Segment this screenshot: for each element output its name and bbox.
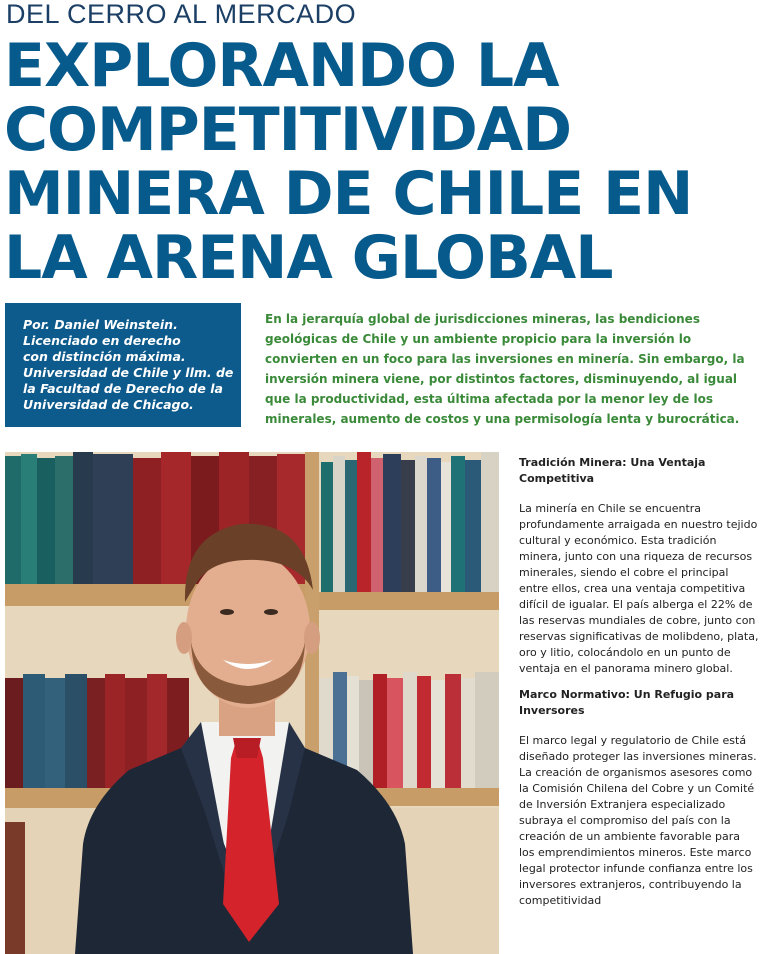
- author-line: la Facultad de Derecho de la: [23, 381, 223, 396]
- author-photo-illustration: [5, 452, 499, 954]
- section-paragraph: El marco legal y regulatorio de Chile está diseñado proteger las inversiones mineras. La creación de organismos asesores como la Comisión Chilena del Cobre y un Comité de Inversión Extranjera especializado subraya el compromiso del país con la creación de un ambiente favorable para los emprendimientos mineros. Este marco legal protector infunde confianza entre los inversores extranjeros, contribuyendo la competitividad: [519, 734, 757, 907]
- author-box: [5, 303, 241, 427]
- author-line: Universidad de Chile y llm. de: [23, 365, 234, 380]
- section-paragraph: La minería en Chile se encuentra profundamente arraigada en nuestro tejido cultural y económico. Esta tradición minera, junto con una riqueza de recursos minerales, siendo el cobre el principal entre ellos, crea una ventaja competitiva difícil de igualar. El país alberga el 22% de las reservas mundiales de cobre, junto con reservas significativas de molibdeno, plata, oro y litio, colocándolo en un punto de ventaja en el panorama minero global.: [519, 502, 759, 675]
- section-heading: Marco Normativo: Un Refugio para Inversores: [519, 688, 735, 717]
- intro-paragraph: En la jerarquía global de jurisdicciones mineras, las bendiciones geológicas de Chile y un ambiente propicio para la inversión lo convierten en un foco para las inversiones en minería. Sin embargo, la inversión minera viene, por distintos factores, disminuyendo, al igual que la productividad, esta última afectada por la menor ley de los minerales, aumento de costos y una permisología lenta y burocrática.: [265, 312, 745, 426]
- author-line: Por. Daniel Weinstein.: [23, 317, 178, 332]
- section-heading: Tradición Minera: Una Ventaja Competitiva: [519, 456, 706, 485]
- author-line: con distinción máxima.: [23, 349, 186, 364]
- article-body: [519, 455, 759, 909]
- section-kicker: DEL CERRO AL MERCADO: [6, 0, 357, 29]
- headline-line: LA ARENA GLOBAL: [4, 223, 613, 293]
- headline-line: MINERA DE CHILE EN: [4, 159, 693, 229]
- author-line: Universidad de Chicago.: [23, 397, 194, 412]
- author-line: Licenciado en derecho: [23, 333, 181, 348]
- article-headline: [4, 31, 763, 293]
- headline-line: COMPETITIVIDAD: [4, 95, 572, 165]
- headline-line: EXPLORANDO LA: [4, 31, 559, 101]
- author-photo: [5, 452, 499, 954]
